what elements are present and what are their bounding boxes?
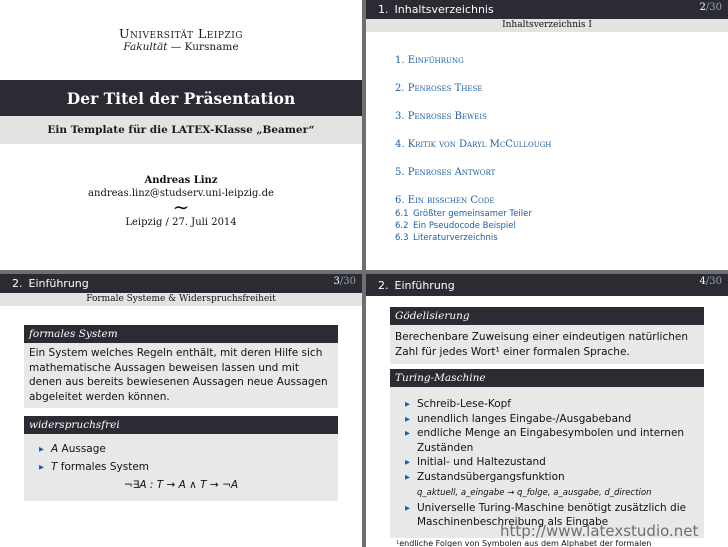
list-item-text: formales System bbox=[57, 460, 150, 473]
author-email: andreas.linz@studserv.uni-leipzig.de bbox=[88, 188, 274, 199]
toc-subitem-number: 6.3 bbox=[395, 233, 409, 243]
toc-subitem-label: Ein Pseudocode Beispiel bbox=[413, 221, 516, 231]
section-title: Einführung bbox=[394, 278, 455, 292]
list-item: ▶ Initial- und Haltezustand bbox=[395, 455, 699, 470]
block-body: Berechenbare Zuweisung einer eindeutigen natürlichen Zahl für jedes Wort¹ einer formalen Sprache. bbox=[390, 325, 704, 364]
block-body bbox=[390, 387, 704, 538]
frame-header bbox=[0, 274, 362, 293]
intro-slide-formal-systems bbox=[0, 274, 362, 547]
list-item: ▶ Universelle Turing-Maschine benötigt zusätzlich die Maschinenbeschreibung als Eingabe bbox=[395, 501, 699, 530]
toc-item[interactable]: 3. Penroses Beweis bbox=[395, 111, 487, 122]
definition-block bbox=[24, 325, 338, 408]
course-name: — Kursname bbox=[167, 41, 239, 53]
toc-item[interactable]: 5. Penroses Antwort bbox=[395, 167, 496, 178]
author-name: Andreas Linz bbox=[144, 175, 218, 186]
toc-item[interactable]: 4. Kritik von Daryl McCullough bbox=[395, 139, 552, 150]
list-item bbox=[29, 442, 333, 457]
intro-slide-turing bbox=[366, 274, 728, 547]
page-total: /30 bbox=[339, 276, 356, 287]
toc-slide bbox=[366, 0, 728, 270]
watermark: http://www.latexstudio.net bbox=[500, 522, 699, 540]
block-title: formales System bbox=[24, 325, 338, 343]
math-var: A bbox=[51, 443, 59, 455]
toc-subitem[interactable] bbox=[395, 209, 551, 221]
page-current: 2 bbox=[699, 2, 706, 13]
block-title: Gödelisierung bbox=[390, 307, 704, 325]
block-title: Turing-Maschine bbox=[390, 369, 704, 387]
frame-subheader: Inhaltsverzeichnis I bbox=[366, 19, 728, 32]
page-current: 3 bbox=[333, 276, 340, 287]
page-current: 4 bbox=[699, 276, 706, 287]
math-var: T bbox=[51, 460, 58, 473]
tilde-separator: ∼ bbox=[172, 195, 190, 219]
page-total: /30 bbox=[705, 2, 722, 13]
definition-block bbox=[24, 416, 338, 501]
toc-list bbox=[395, 55, 551, 245]
formula: ¬∃A : T → A ∧ T → ¬A bbox=[123, 479, 239, 491]
toc-item[interactable]: 1. Einführung bbox=[395, 55, 464, 66]
faculty-line bbox=[0, 41, 362, 53]
toc-subitem[interactable] bbox=[395, 221, 551, 233]
faculty-name: Fakultät bbox=[123, 41, 168, 53]
page-number bbox=[700, 276, 722, 287]
toc-subitem-label: Literaturverzeichnis bbox=[413, 233, 498, 243]
university-name: Universität Leipzig bbox=[118, 26, 243, 41]
presentation-title: Der Titel der Präsentation bbox=[0, 80, 362, 116]
bullet-list bbox=[395, 397, 699, 484]
page-number bbox=[334, 276, 356, 287]
transition-function: q_aktuell, a_eingabe → q_folge, a_ausgabe, d_direction bbox=[417, 488, 652, 498]
definition-block bbox=[390, 307, 704, 364]
list-item: ▶ Schreib-Lese-Kopf bbox=[395, 397, 699, 412]
section-number: 1. bbox=[378, 3, 389, 16]
frame-subheader: Formale Systeme & Widerspruchsfreiheit bbox=[0, 293, 362, 306]
page-total: /30 bbox=[705, 276, 722, 287]
block-title: widerspruchsfrei bbox=[24, 416, 338, 434]
presentation-subtitle: Ein Template für die LATEX-Klasse „Beamer“ bbox=[0, 116, 362, 144]
section-number: 2. bbox=[12, 277, 23, 290]
page-number bbox=[700, 2, 722, 13]
list-item: ▶ Zustandsübergangsfunktion bbox=[395, 470, 699, 485]
list-item: ▶ endliche Menge an Eingabesymbolen und internen Zuständen bbox=[395, 426, 699, 455]
block-body bbox=[24, 434, 338, 501]
toc-subitem-label: Größter gemeinsamer Teiler bbox=[413, 209, 532, 219]
frame-header bbox=[366, 274, 728, 296]
toc-subitem-number: 6.1 bbox=[395, 209, 409, 219]
footnote: ¹endliche Folgen von Symbolen aus dem Alphabet der formalen bbox=[396, 539, 652, 547]
list-item-text: Aussage bbox=[58, 443, 106, 455]
frame-header bbox=[366, 0, 728, 19]
definition-block bbox=[390, 369, 704, 538]
block-body: Ein System welches Regeln enthält, mit deren Hilfe sich mathematische Aussagen beweisen lassen und mit denen aus bereits bewiesenen Aussagen neue Aussagen abgeleitet werden können. bbox=[24, 343, 338, 408]
list-item: ▶ unendlich langes Eingabe-/Ausgabeband bbox=[395, 412, 699, 427]
toc-item[interactable]: 2. Penroses These bbox=[395, 83, 483, 94]
section-title: Einführung bbox=[28, 277, 89, 290]
title-slide bbox=[0, 0, 362, 270]
section-title: Inhaltsverzeichnis bbox=[394, 3, 494, 16]
toc-subitem[interactable] bbox=[395, 233, 551, 245]
presentation-date: Leipzig / 27. Juli 2014 bbox=[125, 217, 237, 228]
bullet-list bbox=[29, 442, 333, 474]
toc-subitem-number: 6.2 bbox=[395, 221, 409, 231]
toc-item[interactable]: 6. Ein bisschen Code bbox=[395, 195, 495, 206]
section-number: 2. bbox=[378, 278, 389, 292]
list-item bbox=[29, 460, 333, 475]
